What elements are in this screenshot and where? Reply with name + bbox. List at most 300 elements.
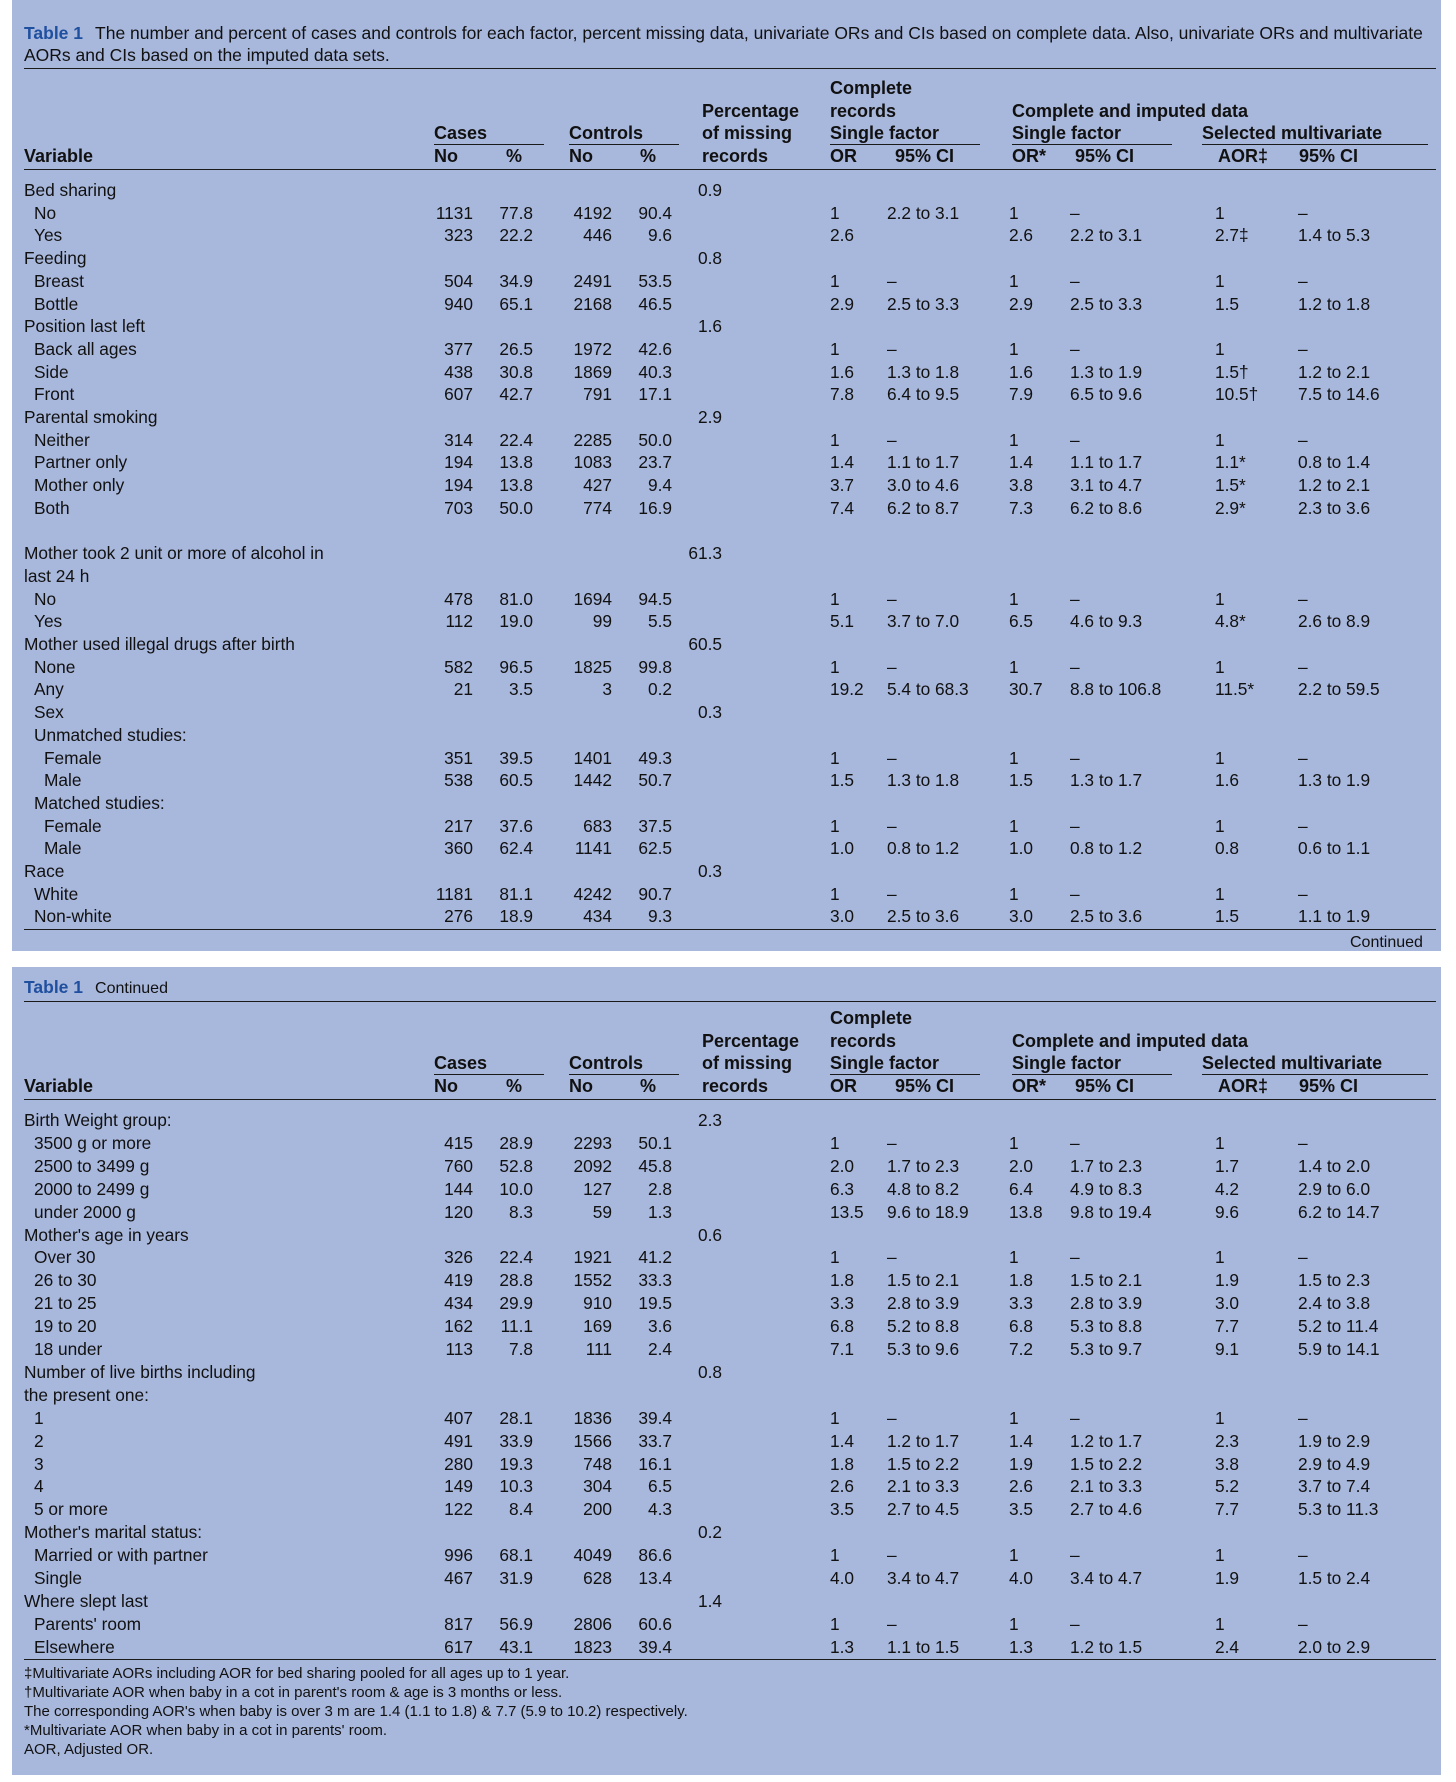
or-complete: 1 <box>830 202 840 223</box>
or-imputed: 1 <box>1009 883 1019 904</box>
ci-imputed: 1.1 to 1.7 <box>1070 452 1143 473</box>
aor: 1.6 <box>1215 770 1240 791</box>
aor: 2.3 <box>1215 1430 1240 1451</box>
row-label: Mother's marital status: <box>24 1522 203 1543</box>
ci-aor: – <box>1298 338 1308 359</box>
controls-no: 1552 <box>573 1270 612 1291</box>
controls-pct: 16.1 <box>638 1453 672 1474</box>
ci-imputed: 2.5 to 3.6 <box>1070 906 1143 927</box>
cases-no: 504 <box>444 270 473 291</box>
cases-no: 194 <box>444 475 473 496</box>
row-label: 2000 to 2499 g <box>34 1178 150 1199</box>
footnote: AOR, Adjusted OR. <box>24 1741 154 1758</box>
aor: 1.5† <box>1215 361 1249 382</box>
or-complete: 4.0 <box>830 1568 855 1588</box>
ci-complete: 9.6 to 18.9 <box>887 1201 969 1222</box>
aor: 1 <box>1215 202 1225 223</box>
ci-imputed: 5.3 to 8.8 <box>1070 1316 1143 1337</box>
ci-aor: – <box>1298 1247 1308 1268</box>
controls-no: 2168 <box>573 293 612 314</box>
controls-no: 1825 <box>573 656 612 677</box>
controls-no: 683 <box>583 815 612 836</box>
controls-no: 59 <box>592 1201 612 1222</box>
or-complete: 7.1 <box>830 1339 855 1359</box>
ci-imputed: 2.5 to 3.3 <box>1070 293 1143 314</box>
controls-pct: 53.5 <box>638 270 672 291</box>
ci-complete: 3.0 to 4.6 <box>887 475 960 496</box>
ci-aor: 0.6 to 1.1 <box>1298 838 1371 859</box>
ci-aor: – <box>1298 588 1308 609</box>
or-complete: 1 <box>830 270 840 291</box>
controls-no: 446 <box>583 225 612 246</box>
ci-complete: – <box>887 1545 897 1566</box>
controls-pct: 46.5 <box>638 293 672 314</box>
pct-missing: 0.3 <box>697 861 722 881</box>
cases-pct: 56.9 <box>499 1613 533 1634</box>
or-imputed: 7.9 <box>1009 384 1034 405</box>
cases-pct: 43.1 <box>499 1636 533 1657</box>
aor: 9.1 <box>1215 1339 1240 1359</box>
or-complete: 1.6 <box>830 361 855 382</box>
ci-aor: 1.4 to 5.3 <box>1298 225 1371 246</box>
row-label: 5 or more <box>34 1499 108 1520</box>
cases-no: 326 <box>444 1247 473 1268</box>
controls-pct: 6.5 <box>647 1476 672 1497</box>
controls-pct: 42.6 <box>638 338 672 359</box>
cases-no: 478 <box>444 588 473 609</box>
controls-pct: 4.3 <box>647 1499 672 1520</box>
controls-pct: 3.6 <box>647 1316 672 1337</box>
controls-pct: 16.9 <box>638 497 672 518</box>
cases-pct: 77.8 <box>499 202 533 223</box>
or-complete: 1.4 <box>830 1430 855 1451</box>
or-imputed: 7.2 <box>1009 1339 1034 1359</box>
row-label: the present one: <box>24 1384 149 1405</box>
or-imputed: 4.0 <box>1009 1568 1034 1588</box>
ci-complete: 3.4 to 4.7 <box>887 1568 960 1588</box>
pct-missing: 61.3 <box>688 543 722 564</box>
ci-complete: 1.7 to 2.3 <box>887 1155 960 1176</box>
row-label: 3 <box>34 1453 44 1474</box>
ci-imputed: – <box>1070 1613 1080 1634</box>
cases-no: 582 <box>444 656 473 677</box>
pct-missing: 60.5 <box>688 634 722 654</box>
header-controls-no: No <box>569 1076 593 1096</box>
controls-pct: 13.4 <box>638 1568 672 1588</box>
pct-missing: 2.3 <box>697 1110 722 1130</box>
or-imputed: 1.4 <box>1009 452 1034 473</box>
or-imputed: 1.5 <box>1009 770 1034 791</box>
row-label: 3500 g or more <box>34 1132 152 1153</box>
pct-missing: 0.6 <box>697 1224 722 1245</box>
cases-pct: 13.8 <box>499 475 533 496</box>
or-imputed: 1 <box>1009 429 1019 450</box>
cases-no: 703 <box>444 497 473 518</box>
cases-pct: 7.8 <box>508 1339 533 1359</box>
row-label: 19 to 20 <box>34 1316 97 1337</box>
or-complete: 3.0 <box>830 906 855 927</box>
header-controls-pct: % <box>640 146 657 166</box>
or-imputed: 3.8 <box>1009 475 1034 496</box>
top-rule-2 <box>24 1001 1436 1002</box>
row-label: No <box>34 202 57 223</box>
cases-no: 360 <box>444 838 473 859</box>
or-complete: 1 <box>830 1545 840 1566</box>
ci-complete: 6.4 to 9.5 <box>887 384 960 405</box>
ci-aor: 2.2 to 59.5 <box>1298 679 1380 700</box>
or-complete: 19.2 <box>830 679 864 700</box>
pct-missing: 0.2 <box>697 1522 722 1543</box>
or-imputed: 3.0 <box>1009 906 1034 927</box>
cases-pct: 8.3 <box>508 1201 533 1222</box>
ci-imputed: 4.9 to 8.3 <box>1070 1178 1143 1199</box>
cases-pct: 65.1 <box>499 293 533 314</box>
controls-no: 628 <box>583 1568 612 1588</box>
or-imputed: 1.4 <box>1009 1430 1034 1451</box>
header-ci-2: 95% CI <box>1075 146 1135 166</box>
ci-complete: – <box>887 1132 897 1153</box>
controls-pct: 49.3 <box>638 747 672 768</box>
header-rule <box>1202 1074 1428 1075</box>
row-label: Where slept last <box>24 1590 148 1611</box>
controls-pct: 0.2 <box>647 679 672 700</box>
controls-pct: 94.5 <box>638 588 672 609</box>
cases-pct: 30.8 <box>499 361 533 382</box>
controls-pct: 5.5 <box>647 611 672 632</box>
ci-aor: 2.6 to 8.9 <box>1298 611 1371 632</box>
aor: 2.7‡ <box>1215 225 1249 246</box>
cases-pct: 37.6 <box>499 815 533 836</box>
row-label: Female <box>44 747 102 768</box>
aor: 5.2 <box>1215 1476 1240 1497</box>
header-controls-pct: % <box>640 1076 657 1096</box>
controls-no: 111 <box>585 1339 612 1359</box>
cases-no: 217 <box>444 815 473 836</box>
ci-imputed: 6.2 to 8.6 <box>1070 497 1143 518</box>
header-selected-multi: Selected multivariate <box>1202 1053 1383 1074</box>
controls-no: 200 <box>583 1499 612 1520</box>
pct-missing: 0.3 <box>697 702 722 723</box>
row-label: Both <box>34 497 70 518</box>
ci-aor: 6.2 to 14.7 <box>1298 1201 1380 1222</box>
or-imputed: 1.0 <box>1009 838 1034 859</box>
ci-complete: – <box>887 588 897 609</box>
controls-pct: 19.5 <box>638 1293 672 1314</box>
row-label: Parents' room <box>34 1613 142 1634</box>
ci-aor: 5.9 to 14.1 <box>1298 1339 1380 1359</box>
pct-missing: 1.6 <box>697 316 722 337</box>
cases-pct: 22.4 <box>499 1247 533 1268</box>
ci-aor: 3.7 to 7.4 <box>1298 1476 1371 1497</box>
ci-complete: – <box>887 815 897 836</box>
cases-no: 491 <box>444 1430 473 1451</box>
ci-complete: – <box>887 1247 897 1268</box>
row-label: No <box>34 588 57 609</box>
or-imputed: 1 <box>1009 1247 1019 1268</box>
cases-no: 144 <box>444 1178 473 1199</box>
row-label: Unmatched studies: <box>34 724 187 745</box>
header-controls: Controls <box>569 1053 643 1074</box>
or-complete: 1.3 <box>830 1636 855 1657</box>
ci-complete: 1.5 to 2.1 <box>887 1270 960 1291</box>
ci-aor: – <box>1298 1407 1308 1428</box>
cases-no: 419 <box>444 1270 473 1291</box>
ci-complete: – <box>887 270 897 291</box>
cases-no: 113 <box>445 1339 473 1359</box>
ci-complete: 1.1 to 1.7 <box>887 452 960 473</box>
continued-label: Continued <box>1350 934 1423 951</box>
controls-no: 99 <box>592 611 612 632</box>
controls-pct: 9.4 <box>647 475 672 496</box>
ci-imputed: 0.8 to 1.2 <box>1070 838 1143 859</box>
table1-cont-panel <box>12 967 1441 1775</box>
cases-pct: 50.0 <box>499 497 533 518</box>
cases-no: 760 <box>444 1155 473 1176</box>
header-missing-2: of missing <box>702 1053 793 1074</box>
aor: 10.5† <box>1215 384 1259 405</box>
row-label: Front <box>34 384 75 405</box>
ci-aor: 1.2 to 2.1 <box>1298 361 1371 382</box>
ci-imputed: – <box>1070 815 1080 836</box>
controls-pct: 33.7 <box>638 1430 672 1451</box>
ci-imputed: – <box>1070 202 1080 223</box>
cases-no: 1131 <box>435 202 473 223</box>
pct-missing: 2.9 <box>697 407 722 427</box>
ci-complete: 4.8 to 8.2 <box>887 1178 960 1199</box>
controls-pct: 2.8 <box>647 1178 672 1199</box>
ci-imputed: – <box>1070 338 1080 359</box>
header-rule <box>434 1074 544 1075</box>
header-or-star: OR* <box>1012 1076 1047 1096</box>
row-label: Breast <box>34 270 84 291</box>
header-single-factor-2: Single factor <box>1012 1053 1122 1074</box>
header-variable: Variable <box>24 1076 94 1096</box>
header-missing-3: records <box>702 146 769 166</box>
ci-imputed: 2.7 to 4.6 <box>1070 1499 1143 1520</box>
ci-complete: 2.7 to 4.5 <box>887 1499 960 1520</box>
aor: 1 <box>1215 270 1225 291</box>
row-label: Mother took 2 unit or more of alcohol in <box>24 543 324 564</box>
footnote: ‡Multivariate AORs including AOR for bed sharing pooled for all ages up to 1 year. <box>24 1665 570 1682</box>
cases-no: 194 <box>444 452 473 473</box>
table1-label: Table 1 <box>24 23 84 43</box>
cases-no: 467 <box>444 1568 473 1588</box>
aor: 9.6 <box>1215 1201 1240 1222</box>
ci-imputed: 3.4 to 4.7 <box>1070 1568 1143 1588</box>
row-label: White <box>34 883 79 904</box>
pct-missing: 0.9 <box>697 180 722 200</box>
table1-cont-caption-text: Continued <box>95 980 168 997</box>
ci-complete: 1.3 to 1.8 <box>887 770 960 791</box>
header-variable: Variable <box>24 146 94 166</box>
ci-imputed: – <box>1070 1132 1080 1153</box>
cases-pct: 28.8 <box>499 1270 533 1291</box>
header-ci-1: 95% CI <box>895 1076 955 1096</box>
aor: 1.7 <box>1215 1155 1240 1176</box>
aor: 1.5 <box>1215 906 1240 927</box>
ci-complete: 2.2 to 3.1 <box>887 202 960 223</box>
ci-imputed: 1.3 to 1.7 <box>1070 770 1143 791</box>
or-imputed: 3.5 <box>1009 1499 1034 1520</box>
or-imputed: 2.6 <box>1009 1476 1034 1497</box>
ci-complete: 2.5 to 3.3 <box>887 293 960 314</box>
controls-pct: 50.7 <box>638 770 672 791</box>
table1-caption <box>24 22 1424 66</box>
table1-bottom-rule <box>24 929 1436 930</box>
ci-complete: 1.2 to 1.7 <box>887 1430 960 1451</box>
controls-pct: 39.4 <box>638 1636 672 1657</box>
header-controls-no: No <box>569 146 593 166</box>
controls-no: 748 <box>583 1453 612 1474</box>
or-imputed: 2.0 <box>1009 1155 1034 1176</box>
footnote: *Multivariate AOR when baby in a cot in parents' room. <box>24 1722 388 1739</box>
controls-no: 304 <box>583 1476 612 1497</box>
row-label: 18 under <box>34 1339 103 1359</box>
or-complete: 6.3 <box>830 1178 855 1199</box>
cases-pct: 22.4 <box>499 429 533 450</box>
controls-pct: 45.8 <box>638 1155 672 1176</box>
ci-aor: – <box>1298 747 1308 768</box>
ci-imputed: – <box>1070 1247 1080 1268</box>
or-imputed: 1 <box>1009 815 1019 836</box>
aor: 1 <box>1215 1613 1225 1634</box>
cases-no: 120 <box>444 1201 473 1222</box>
footnote: †Multivariate AOR when baby in a cot in parent's room & age is 3 months or less. <box>24 1684 563 1701</box>
ci-aor: 0.8 to 1.4 <box>1298 452 1371 473</box>
ci-complete: 2.5 to 3.6 <box>887 906 960 927</box>
cases-pct: 10.3 <box>499 1476 533 1497</box>
cases-pct: 31.9 <box>499 1568 533 1588</box>
header-rule <box>1012 144 1172 145</box>
ci-imputed: 3.1 to 4.7 <box>1070 475 1143 496</box>
ci-aor: 1.2 to 1.8 <box>1298 293 1371 314</box>
controls-pct: 9.3 <box>647 906 672 927</box>
row-label: Elsewhere <box>34 1636 115 1657</box>
header-controls: Controls <box>569 123 643 144</box>
header-complete-2: records <box>830 100 897 121</box>
row-label: Partner only <box>34 452 128 473</box>
aor: 1.5* <box>1215 475 1246 496</box>
or-imputed: 1 <box>1009 1613 1019 1634</box>
row-label: Yes <box>34 225 63 246</box>
header-cases-pct: % <box>506 146 523 166</box>
ci-imputed: – <box>1070 429 1080 450</box>
table1-caption-text: The number and percent of cases and controls for each factor, percent missing data, univariate ORs and CIs based on complete data. Also, univariate ORs and multivariate AORs and CIs based on the imputed data sets. <box>24 23 1423 65</box>
ci-aor: 1.4 to 2.0 <box>1298 1155 1371 1176</box>
or-complete: 1 <box>830 338 840 359</box>
controls-pct: 40.3 <box>638 361 672 382</box>
header-or-star: OR* <box>1012 146 1047 166</box>
ci-aor: – <box>1298 815 1308 836</box>
row-label: 1 <box>34 1407 44 1428</box>
cases-no: 112 <box>445 611 473 632</box>
footnote: The corresponding AOR's when baby is over 3 m are 1.4 (1.1 to 1.8) & 7.7 (5.9 to 10.2) respectively. <box>24 1703 688 1720</box>
ci-imputed: 5.3 to 9.7 <box>1070 1339 1143 1359</box>
controls-no: 1141 <box>574 838 612 859</box>
row-label: 21 to 25 <box>34 1293 97 1314</box>
or-complete: 6.8 <box>830 1316 855 1337</box>
header-imputed: Complete and imputed data <box>1012 1030 1249 1051</box>
row-label: Yes <box>34 611 63 632</box>
ci-complete: – <box>887 338 897 359</box>
row-label: 2500 to 3499 g <box>34 1155 150 1176</box>
aor: 2.9* <box>1215 497 1246 518</box>
ci-imputed: 2.8 to 3.9 <box>1070 1293 1143 1314</box>
ci-imputed: 9.8 to 19.4 <box>1070 1201 1152 1222</box>
or-imputed: 1.3 <box>1009 1636 1034 1657</box>
or-complete: 1 <box>830 656 840 677</box>
or-complete: 1.8 <box>830 1453 855 1474</box>
ci-complete: 2.1 to 3.3 <box>887 1476 960 1497</box>
aor: 11.5* <box>1215 679 1255 700</box>
cases-no: 1181 <box>435 883 473 904</box>
ci-complete: 3.7 to 7.0 <box>887 611 960 632</box>
row-label: Parental smoking <box>24 407 158 427</box>
cases-no: 940 <box>444 293 473 314</box>
ci-complete: 1.1 to 1.5 <box>887 1636 960 1657</box>
header-missing-3: records <box>702 1076 769 1096</box>
or-complete: 1 <box>830 1407 840 1428</box>
ci-imputed: 2.1 to 3.3 <box>1070 1476 1143 1497</box>
ci-aor: – <box>1298 270 1308 291</box>
header-cases-no: No <box>434 146 458 166</box>
aor: 1 <box>1215 815 1225 836</box>
or-complete: 2.6 <box>830 1476 855 1497</box>
cases-pct: 81.1 <box>499 883 533 904</box>
cases-no: 538 <box>444 770 473 791</box>
cases-pct: 28.9 <box>499 1132 533 1153</box>
cases-no: 280 <box>444 1453 473 1474</box>
header-complete-1: Complete <box>830 77 913 98</box>
ci-aor: 1.2 to 2.1 <box>1298 475 1371 496</box>
ci-aor: – <box>1298 883 1308 904</box>
ci-complete: – <box>887 1407 897 1428</box>
row-label: Race <box>24 861 65 881</box>
row-label: 2 <box>34 1430 44 1451</box>
controls-pct: 50.0 <box>638 429 672 450</box>
ci-imputed: – <box>1070 1545 1080 1566</box>
aor: 2.4 <box>1215 1636 1240 1657</box>
row-label: 26 to 30 <box>34 1270 97 1291</box>
cases-pct: 11.1 <box>500 1316 533 1337</box>
pct-missing: 0.8 <box>697 248 722 269</box>
or-imputed: 13.8 <box>1009 1201 1043 1222</box>
row-label: Position last left <box>24 316 146 337</box>
or-complete: 3.7 <box>830 475 855 496</box>
header-rule <box>830 144 980 145</box>
top-rule <box>24 68 1436 69</box>
aor: 1 <box>1215 883 1225 904</box>
ci-imputed: 1.7 to 2.3 <box>1070 1155 1143 1176</box>
cases-no: 817 <box>444 1613 473 1634</box>
or-complete: 7.8 <box>830 384 855 405</box>
ci-aor: 5.3 to 11.3 <box>1298 1499 1379 1520</box>
or-imputed: 1 <box>1009 588 1019 609</box>
or-complete: 5.1 <box>830 611 855 632</box>
or-imputed: 1.6 <box>1009 361 1034 382</box>
or-imputed: 1 <box>1009 1545 1019 1566</box>
or-imputed: 6.8 <box>1009 1316 1034 1337</box>
controls-pct: 17.1 <box>638 384 672 405</box>
aor: 3.0 <box>1215 1293 1240 1314</box>
header-rule <box>830 1074 980 1075</box>
ci-aor: 1.9 to 2.9 <box>1298 1430 1371 1451</box>
cases-no: 276 <box>444 906 473 927</box>
ci-complete: – <box>887 656 897 677</box>
row-label: Neither <box>34 429 90 450</box>
or-complete: 3.5 <box>830 1499 855 1520</box>
ci-aor: – <box>1298 202 1308 223</box>
